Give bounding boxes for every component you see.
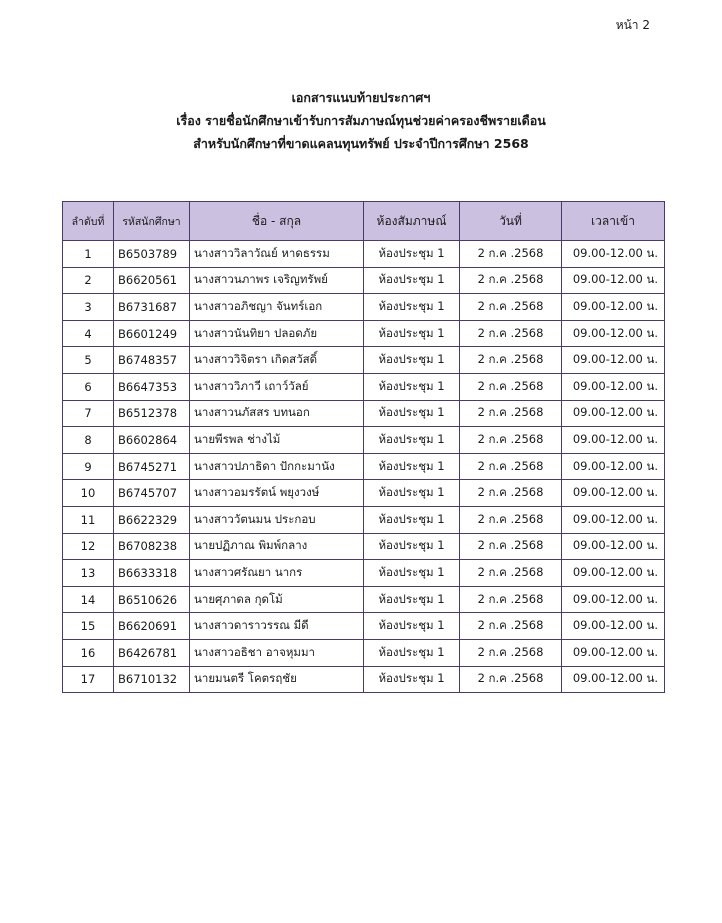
cell-room: ห้องประชุม 1 (364, 666, 460, 693)
cell-number: 13 (63, 560, 114, 587)
cell-student-id: B6620561 (114, 267, 190, 294)
cell-date: 2 ก.ค .2568 (460, 347, 562, 374)
interview-schedule-table (62, 201, 665, 693)
cell-date: 2 ก.ค .2568 (460, 613, 562, 640)
cell-time: 09.00-12.00 น. (562, 666, 665, 693)
cell-name: นางสาวอธิชา อาจหุมมา (190, 639, 364, 666)
cell-name: นายศุภาดล กุดโม้ (190, 586, 364, 613)
cell-time: 09.00-12.00 น. (562, 613, 665, 640)
table-row (63, 533, 665, 560)
cell-date: 2 ก.ค .2568 (460, 320, 562, 347)
cell-student-id: B6602864 (114, 427, 190, 454)
page-number: หน้า 2 (615, 18, 650, 32)
cell-name: นางสาววัตนมน ประกอบ (190, 506, 364, 533)
cell-name: นางสาวศรัณยา นากร (190, 560, 364, 587)
cell-number: 6 (63, 373, 114, 400)
table-row (63, 427, 665, 454)
cell-student-id: B6710132 (114, 666, 190, 693)
cell-time: 09.00-12.00 น. (562, 427, 665, 454)
table-row (63, 294, 665, 321)
cell-time: 09.00-12.00 น. (562, 480, 665, 507)
cell-name: นางสาวปภาธิดา ปักกะมานัง (190, 453, 364, 480)
cell-student-id: B6731687 (114, 294, 190, 321)
column-header-name: ชื่อ - สกุล (190, 202, 364, 241)
table-row (63, 453, 665, 480)
cell-room: ห้องประชุม 1 (364, 400, 460, 427)
cell-name: นางสาวดาราวรรณ มีดี (190, 613, 364, 640)
cell-time: 09.00-12.00 น. (562, 347, 665, 374)
column-header-time: เวลาเข้า (562, 202, 665, 241)
cell-number: 1 (63, 241, 114, 268)
cell-room: ห้องประชุม 1 (364, 533, 460, 560)
cell-name: นางสาวนภัสสร บทนอก (190, 400, 364, 427)
cell-date: 2 ก.ค .2568 (460, 400, 562, 427)
cell-room: ห้องประชุม 1 (364, 320, 460, 347)
column-header-student-id: รหัสนักศึกษา (114, 202, 190, 241)
cell-date: 2 ก.ค .2568 (460, 560, 562, 587)
cell-time: 09.00-12.00 น. (562, 586, 665, 613)
table-body (63, 241, 665, 693)
header-line-scope: สำหรับนักศึกษาที่ขาดแคลนทุนทรัพย์ ประจำปีการศึกษา 2568 (193, 136, 529, 151)
table-row (63, 586, 665, 613)
cell-student-id: B6503789 (114, 241, 190, 268)
table-row (63, 320, 665, 347)
cell-date: 2 ก.ค .2568 (460, 427, 562, 454)
cell-number: 16 (63, 639, 114, 666)
cell-room: ห้องประชุม 1 (364, 267, 460, 294)
cell-number: 11 (63, 506, 114, 533)
cell-student-id: B6633318 (114, 560, 190, 587)
table-row (63, 400, 665, 427)
cell-room: ห้องประชุม 1 (364, 347, 460, 374)
table-row (63, 373, 665, 400)
cell-name: นางสาววิภาวี เถาว์วัลย์ (190, 373, 364, 400)
table-header-row (63, 202, 665, 241)
cell-room: ห้องประชุม 1 (364, 373, 460, 400)
cell-student-id: B6426781 (114, 639, 190, 666)
cell-time: 09.00-12.00 น. (562, 506, 665, 533)
header-line-attachment: เอกสารแนบท้ายประกาศฯ (291, 90, 431, 105)
cell-number: 8 (63, 427, 114, 454)
cell-time: 09.00-12.00 น. (562, 320, 665, 347)
table-row (63, 480, 665, 507)
cell-number: 5 (63, 347, 114, 374)
cell-student-id: B6708238 (114, 533, 190, 560)
cell-time: 09.00-12.00 น. (562, 560, 665, 587)
cell-number: 2 (63, 267, 114, 294)
cell-number: 14 (63, 586, 114, 613)
cell-number: 7 (63, 400, 114, 427)
cell-student-id: B6601249 (114, 320, 190, 347)
column-header-number: ลำดับที่ (63, 202, 114, 241)
cell-number: 12 (63, 533, 114, 560)
document-header (0, 86, 722, 155)
cell-time: 09.00-12.00 น. (562, 453, 665, 480)
cell-student-id: B6745271 (114, 453, 190, 480)
cell-student-id: B6510626 (114, 586, 190, 613)
table-row (63, 613, 665, 640)
cell-room: ห้องประชุม 1 (364, 241, 460, 268)
cell-name: นายมนตรี โคตรฤชัย (190, 666, 364, 693)
header-line-subject: เรื่อง รายชื่อนักศึกษาเข้ารับการสัมภาษณ์ทุนช่วยค่าครองชีพรายเดือน (176, 113, 546, 128)
cell-name: นางสาววิจิตรา เกิดสวัสดิ์ (190, 347, 364, 374)
cell-date: 2 ก.ค .2568 (460, 241, 562, 268)
cell-student-id: B6512378 (114, 400, 190, 427)
cell-date: 2 ก.ค .2568 (460, 453, 562, 480)
table-row (63, 560, 665, 587)
cell-date: 2 ก.ค .2568 (460, 480, 562, 507)
cell-room: ห้องประชุม 1 (364, 613, 460, 640)
cell-student-id: B6620691 (114, 613, 190, 640)
cell-name: นางสาวอภิชญา จันทร์เอก (190, 294, 364, 321)
cell-room: ห้องประชุม 1 (364, 453, 460, 480)
cell-number: 10 (63, 480, 114, 507)
cell-time: 09.00-12.00 น. (562, 533, 665, 560)
cell-date: 2 ก.ค .2568 (460, 666, 562, 693)
cell-time: 09.00-12.00 น. (562, 267, 665, 294)
cell-number: 3 (63, 294, 114, 321)
cell-student-id: B6748357 (114, 347, 190, 374)
cell-name: นายปฏิภาณ พิมพ์กลาง (190, 533, 364, 560)
cell-name: นายพีรพล ช่างไม้ (190, 427, 364, 454)
cell-student-id: B6647353 (114, 373, 190, 400)
cell-room: ห้องประชุม 1 (364, 560, 460, 587)
cell-number: 15 (63, 613, 114, 640)
table-row (63, 267, 665, 294)
cell-time: 09.00-12.00 น. (562, 400, 665, 427)
cell-name: นางสาวนภาพร เจริญทรัพย์ (190, 267, 364, 294)
table-row (63, 347, 665, 374)
cell-name: นางสาววิลาวัณย์ หาดธรรม (190, 241, 364, 268)
cell-time: 09.00-12.00 น. (562, 639, 665, 666)
cell-room: ห้องประชุม 1 (364, 480, 460, 507)
cell-time: 09.00-12.00 น. (562, 241, 665, 268)
cell-room: ห้องประชุม 1 (364, 639, 460, 666)
cell-room: ห้องประชุม 1 (364, 294, 460, 321)
cell-date: 2 ก.ค .2568 (460, 373, 562, 400)
table-row (63, 639, 665, 666)
cell-date: 2 ก.ค .2568 (460, 533, 562, 560)
column-header-date: วันที่ (460, 202, 562, 241)
cell-student-id: B6622329 (114, 506, 190, 533)
cell-room: ห้องประชุม 1 (364, 427, 460, 454)
cell-number: 9 (63, 453, 114, 480)
cell-time: 09.00-12.00 น. (562, 294, 665, 321)
cell-date: 2 ก.ค .2568 (460, 506, 562, 533)
cell-name: นางสาวนันทิยา ปลอดภัย (190, 320, 364, 347)
cell-date: 2 ก.ค .2568 (460, 267, 562, 294)
table-row (63, 666, 665, 693)
table-row (63, 241, 665, 268)
cell-date: 2 ก.ค .2568 (460, 294, 562, 321)
cell-time: 09.00-12.00 น. (562, 373, 665, 400)
cell-date: 2 ก.ค .2568 (460, 639, 562, 666)
column-header-room: ห้องสัมภาษณ์ (364, 202, 460, 241)
cell-number: 17 (63, 666, 114, 693)
cell-name: นางสาวอมรรัตน์ พยุงวงษ์ (190, 480, 364, 507)
cell-number: 4 (63, 320, 114, 347)
cell-date: 2 ก.ค .2568 (460, 586, 562, 613)
table-row (63, 506, 665, 533)
cell-room: ห้องประชุม 1 (364, 586, 460, 613)
cell-room: ห้องประชุม 1 (364, 506, 460, 533)
cell-student-id: B6745707 (114, 480, 190, 507)
